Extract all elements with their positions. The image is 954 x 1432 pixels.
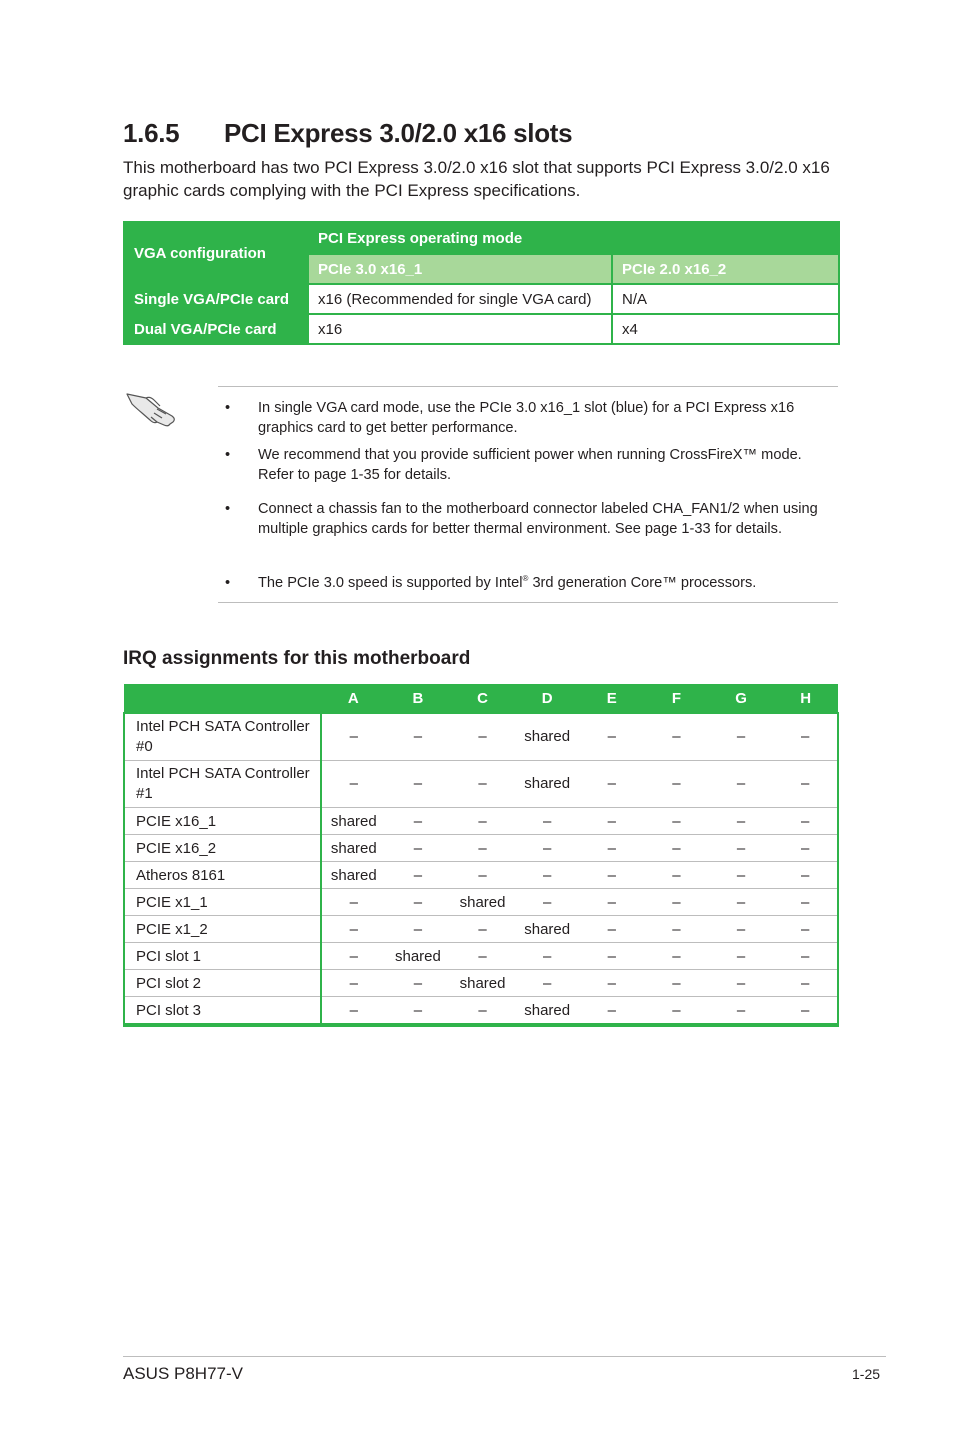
table-cell: x16 (Recommended for single VGA card)	[308, 284, 612, 314]
table-row	[124, 970, 838, 997]
irq-cell: –	[709, 916, 774, 943]
irq-cell: shared	[321, 862, 386, 889]
irq-cell: –	[450, 862, 515, 889]
irq-col-header: D	[515, 684, 580, 713]
irq-cell: –	[450, 835, 515, 862]
irq-cell: –	[515, 889, 580, 916]
footer-page-number: 1-25	[852, 1366, 881, 1382]
irq-cell: –	[773, 808, 838, 835]
irq-row-label: PCIE x16_2	[124, 835, 321, 862]
irq-cell: –	[580, 997, 645, 1026]
note-text: In single VGA card mode, use the PCIe 3.0 x16_1 slot (blue) for a PCI Express x16 graphics card to get better performance.	[258, 400, 795, 436]
irq-cell: –	[515, 862, 580, 889]
irq-row-label: PCIE x1_1	[124, 889, 321, 916]
irq-cell: –	[515, 970, 580, 997]
bullet: •	[225, 501, 231, 517]
irq-cell: –	[515, 943, 580, 970]
irq-cell: –	[321, 889, 386, 916]
irq-cell: –	[580, 970, 645, 997]
irq-row-label: PCIE x16_1	[124, 808, 321, 835]
operating-mode-header: PCI Express operating mode	[308, 222, 839, 254]
irq-cell: –	[321, 713, 386, 761]
irq-cell: –	[321, 943, 386, 970]
bullet: •	[225, 447, 231, 463]
irq-cell: –	[773, 835, 838, 862]
notes-box	[218, 386, 838, 603]
irq-cell: –	[773, 943, 838, 970]
irq-cell: –	[580, 808, 645, 835]
note-text: We recommend that you provide sufficient power when running CrossFireX™ mode. Refer to page 1-35 for details.	[258, 447, 802, 483]
irq-row-label: PCI slot 1	[124, 943, 321, 970]
subheader-pcie30: PCIe 3.0 x16_1	[308, 254, 612, 284]
irq-cell: –	[580, 713, 645, 761]
irq-cell: –	[450, 943, 515, 970]
irq-cell: –	[709, 862, 774, 889]
irq-cell: –	[709, 835, 774, 862]
irq-cell: –	[644, 889, 709, 916]
table-row	[124, 761, 838, 808]
irq-col-header: C	[450, 684, 515, 713]
note-text: Connect a chassis fan to the motherboard connector labeled CHA_FAN1/2 when using multiple graphics cards for better thermal environment. See page 1-33 for details.	[258, 501, 818, 537]
irq-cell: –	[386, 889, 451, 916]
irq-cell: –	[580, 761, 645, 808]
irq-cell: –	[450, 916, 515, 943]
irq-cell: –	[580, 916, 645, 943]
irq-cell: –	[386, 713, 451, 761]
irq-cell: –	[580, 889, 645, 916]
table-row	[124, 808, 838, 835]
footer-product-name: ASUS P8H77-V	[123, 1364, 243, 1383]
irq-row-label: PCIE x1_2	[124, 916, 321, 943]
irq-cell: –	[580, 862, 645, 889]
table-cell: N/A	[612, 284, 839, 314]
irq-cell: –	[450, 808, 515, 835]
irq-cell: –	[386, 862, 451, 889]
irq-cell: shared	[321, 835, 386, 862]
irq-cell: shared	[450, 889, 515, 916]
irq-cell: –	[709, 997, 774, 1026]
irq-cell: –	[321, 916, 386, 943]
intro-paragraph: This motherboard has two PCI Express 3.0/2.0 x16 slot that supports PCI Express 3.0/2.0 x16 graphic cards complying with the PCI Express specifications.	[123, 158, 830, 200]
irq-cell: –	[709, 970, 774, 997]
irq-cell: –	[709, 943, 774, 970]
irq-row-label: Intel PCH SATA Controller #1	[124, 761, 321, 808]
irq-table	[123, 684, 839, 1027]
table-row	[124, 997, 838, 1026]
section-title	[123, 118, 572, 149]
irq-cell: –	[321, 970, 386, 997]
irq-cell: –	[773, 916, 838, 943]
irq-cell: –	[709, 889, 774, 916]
irq-cell: –	[386, 835, 451, 862]
irq-row-label: Atheros 8161	[124, 862, 321, 889]
irq-cell: –	[644, 862, 709, 889]
irq-cell: shared	[515, 713, 580, 761]
irq-cell: shared	[515, 916, 580, 943]
table-row	[124, 713, 838, 761]
irq-col-header: G	[709, 684, 774, 713]
irq-cell: –	[644, 808, 709, 835]
row-label-single: Single VGA/PCIe card	[124, 284, 308, 314]
footer-divider	[123, 1356, 886, 1357]
table-row	[124, 835, 838, 862]
irq-cell: –	[644, 713, 709, 761]
section-number: 1.6.5	[123, 118, 180, 148]
irq-cell: shared	[515, 761, 580, 808]
irq-cell: –	[386, 761, 451, 808]
irq-cell: –	[644, 761, 709, 808]
irq-cell: –	[644, 943, 709, 970]
irq-cell: –	[709, 761, 774, 808]
registered-mark: ®	[522, 574, 529, 584]
irq-table-body	[124, 713, 838, 1025]
table-cell: x16	[308, 314, 612, 344]
irq-col-header: B	[386, 684, 451, 713]
irq-cell: shared	[515, 997, 580, 1026]
note-item	[225, 398, 833, 438]
note-item	[225, 499, 833, 539]
bullet: •	[225, 400, 231, 416]
subheader-pcie20: PCIe 2.0 x16_2	[612, 254, 839, 284]
irq-cell: –	[644, 835, 709, 862]
irq-cell: –	[450, 761, 515, 808]
hand-pointing-icon	[124, 386, 180, 430]
irq-col-header: A	[321, 684, 386, 713]
irq-row-label: PCI slot 3	[124, 997, 321, 1026]
irq-cell: –	[773, 713, 838, 761]
irq-cell: –	[709, 713, 774, 761]
irq-cell: shared	[321, 808, 386, 835]
note-item	[225, 573, 833, 593]
irq-cell: –	[644, 997, 709, 1026]
irq-cell: –	[515, 808, 580, 835]
note-item	[225, 445, 833, 485]
irq-cell: –	[773, 970, 838, 997]
irq-cell: –	[386, 997, 451, 1026]
vga-config-header: VGA configuration	[124, 222, 308, 284]
irq-cell: –	[773, 889, 838, 916]
table-row	[124, 916, 838, 943]
irq-cell: –	[321, 997, 386, 1026]
irq-cell: –	[580, 835, 645, 862]
table-row	[124, 889, 838, 916]
irq-cell: –	[580, 943, 645, 970]
note-text-before: The PCIe 3.0 speed is supported by Intel	[258, 575, 523, 591]
section-title-text: PCI Express 3.0/2.0 x16 slots	[224, 118, 573, 148]
table-row	[124, 862, 838, 889]
irq-cell: –	[773, 761, 838, 808]
bullet: •	[225, 575, 231, 591]
irq-col-header: F	[644, 684, 709, 713]
irq-cell: –	[450, 713, 515, 761]
irq-col-header: H	[773, 684, 838, 713]
irq-cell: –	[773, 862, 838, 889]
irq-row-label: PCI slot 2	[124, 970, 321, 997]
irq-cell: –	[644, 970, 709, 997]
irq-cell: shared	[450, 970, 515, 997]
irq-cell: shared	[386, 943, 451, 970]
table-row	[124, 943, 838, 970]
irq-section-title: IRQ assignments for this motherboard	[123, 648, 471, 669]
irq-cell: –	[386, 808, 451, 835]
irq-header-corner	[124, 684, 321, 713]
irq-cell: –	[386, 916, 451, 943]
row-label-dual: Dual VGA/PCIe card	[124, 314, 308, 344]
irq-cell: –	[515, 835, 580, 862]
irq-row-label: Intel PCH SATA Controller #0	[124, 713, 321, 761]
irq-cell: –	[773, 997, 838, 1026]
vga-config-table	[123, 221, 840, 345]
irq-col-header: E	[580, 684, 645, 713]
irq-cell: –	[709, 808, 774, 835]
irq-cell: –	[321, 761, 386, 808]
note-text-after: 3rd generation Core™ processors.	[528, 575, 757, 591]
table-cell: x4	[612, 314, 839, 344]
irq-cell: –	[644, 916, 709, 943]
irq-cell: –	[450, 997, 515, 1026]
irq-cell: –	[386, 970, 451, 997]
